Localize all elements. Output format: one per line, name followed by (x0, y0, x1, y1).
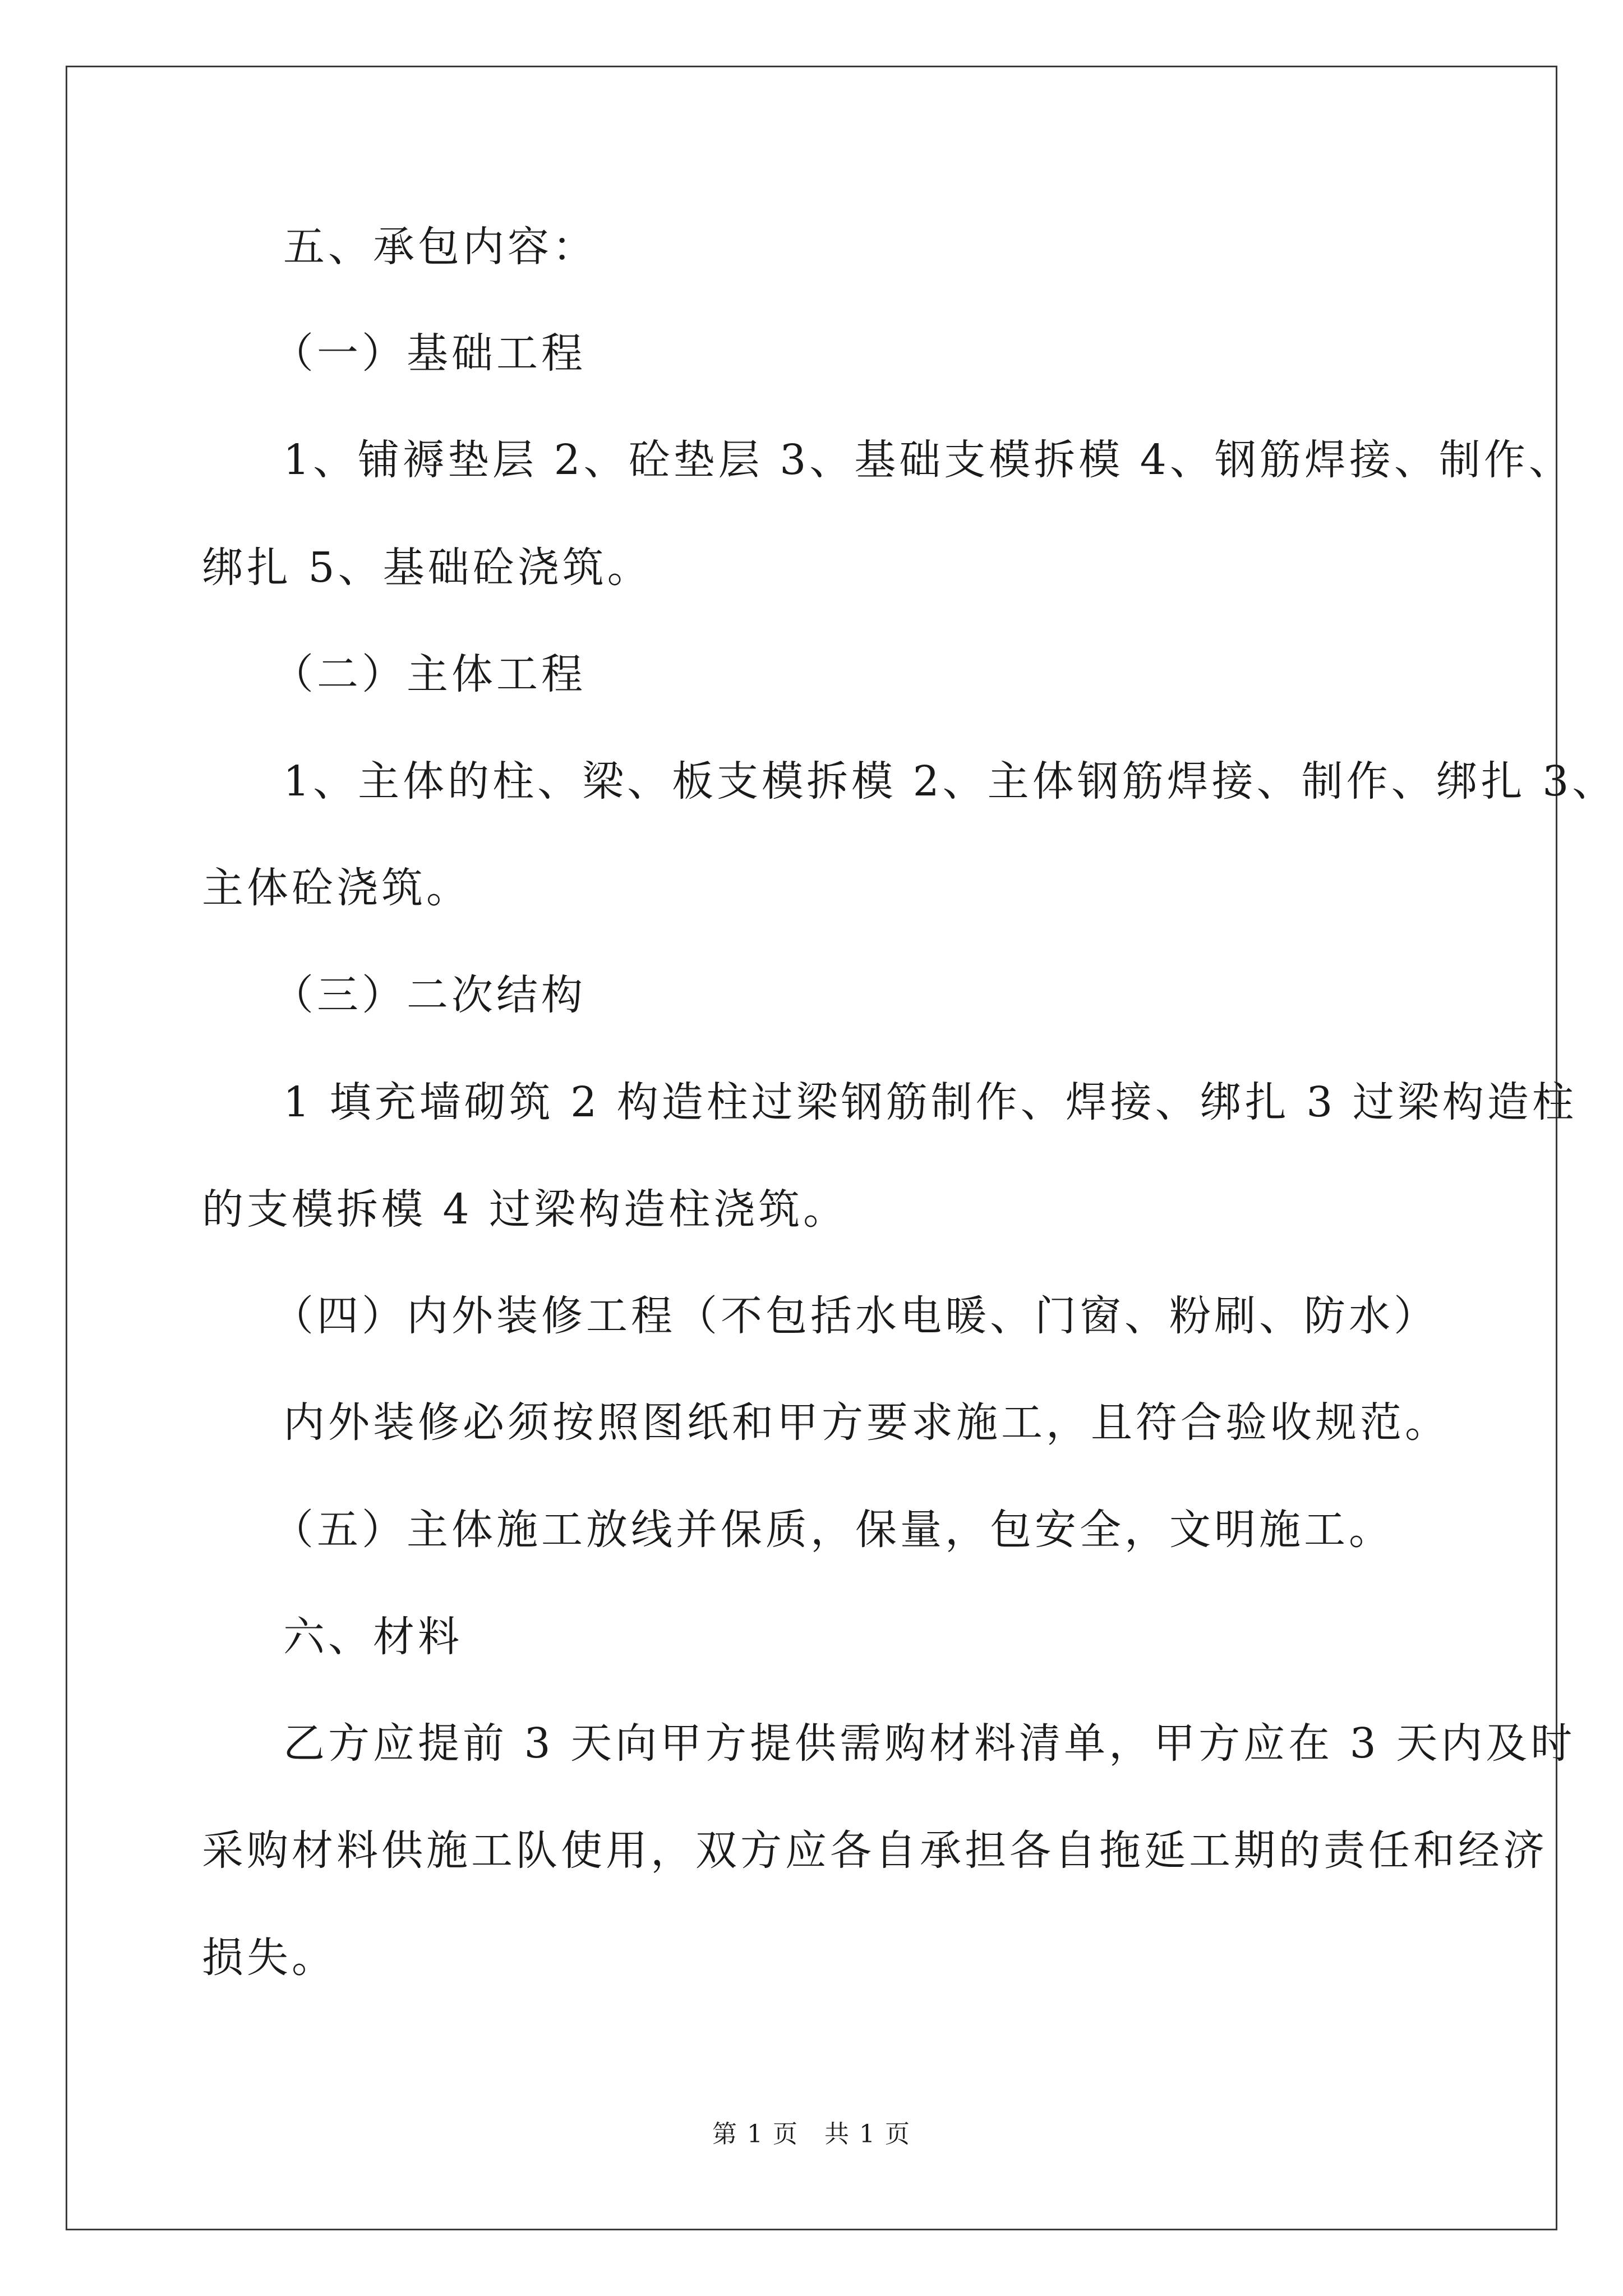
section-heading-6: 六、材料 (283, 1613, 463, 1661)
paragraph-line: 1、铺褥垫层 2、砼垫层 3、基础支模拆模 4、钢筋焊接、制作、 (283, 436, 1574, 484)
subsection-heading-1: （一）基础工程 (272, 329, 586, 378)
page-number-footer: 第 1 页 共 1 页 (712, 2120, 911, 2148)
paragraph-line: 主体砼浇筑。 (202, 864, 471, 912)
subsection-heading-3: （三）二次结构 (272, 971, 586, 1019)
subsection-heading-2: （二）主体工程 (272, 650, 586, 698)
paragraph-line: 内外装修必须按照图纸和甲方要求施工，且符合验收规范。 (283, 1398, 1450, 1447)
paragraph-line: 损失。 (202, 1934, 336, 1982)
paragraph-line: 1、主体的柱、梁、板支模拆模 2、主体钢筋焊接、制作、绑扎 3、 (283, 757, 1617, 806)
section-heading-5: 五、承包内容： (283, 223, 597, 271)
subsection-heading-5: （五）主体施工放线并保质，保量，包安全，文明施工。 (272, 1506, 1394, 1554)
paragraph-line: 采购材料供施工队使用，双方应各自承担各自拖延工期的责任和经济 (202, 1826, 1548, 1875)
subsection-heading-4: （四）内外装修工程（不包括水电暖、门窗、粉刷、防水） (272, 1292, 1438, 1340)
paragraph-line: 绑扎 5、基础砼浇筑。 (202, 544, 652, 592)
paragraph-line: 1 填充墙砌筑 2 构造柱过梁钢筋制作、焊接、绑扎 3 过梁构造柱 (283, 1078, 1577, 1126)
paragraph-line: 乙方应提前 3 天向甲方提供需购材料清单，甲方应在 3 天内及时 (283, 1719, 1576, 1768)
page-border (66, 66, 1557, 2230)
paragraph-line: 的支模拆模 4 过梁构造柱浇筑。 (202, 1185, 849, 1234)
